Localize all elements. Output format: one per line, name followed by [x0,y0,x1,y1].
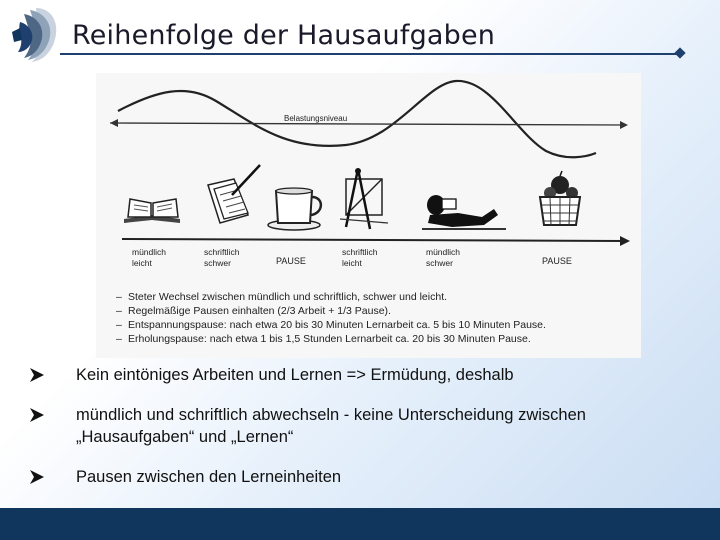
bullet-item [28,466,688,488]
bullet-item [28,404,688,448]
arrowhead-bullet-icon [28,466,46,488]
timeline-label-5-line1: mündlich [426,247,461,257]
footer-bar [0,508,720,540]
timeline-label-2-line1: schriftlich [204,247,240,257]
title-diamond-icon [674,47,685,58]
note-4: Erholungspause: nach etwa 1 bis 1,5 Stunden Lernarbeit ca. 20 bis 30 Minuten Pause. [128,333,531,345]
bullet-text: Pausen zwischen den Lerneinheiten [76,468,342,486]
note-3: Entspannungspause: nach etwa 20 bis 30 Minuten Lernarbeit ca. 5 bis 10 Minuten Pause. [128,319,546,331]
coffee-cup-icon [268,188,321,230]
note-dash: – [116,291,122,303]
note-1: Steter Wechsel zwischen mündlich und schriftlich, schwer und leicht. [128,291,448,303]
homework-sequence-figure [96,73,641,358]
note-2: Regelmäßige Pausen einhalten (2/3 Arbeit + 1/3 Pause). [128,305,391,317]
timeline-label-1-line2: leicht [132,258,152,268]
timeline-label-4-line2: leicht [342,258,362,268]
timeline-label-4-line1: schriftlich [342,247,378,257]
arrowhead-bullet-icon [28,404,46,426]
writing-papers-icon [208,165,260,223]
timeline-label-2-line2: schwer [204,258,231,268]
curve-label: Belastungsniveau [284,114,348,123]
slide-title: Reihenfolge der Hausaufgaben [72,20,496,51]
timeline-label-1-line1: mündlich [132,247,167,257]
open-book-icon [124,199,180,223]
arrowhead-bullet-icon [28,364,46,386]
title-underline [60,53,680,55]
geometry-tools-icon [340,168,388,229]
load-curve [118,81,596,157]
bullet-text: Kein eintöniges Arbeiten und Lernen => Ermüdung, deshalb [76,366,514,384]
fruit-basket-icon [540,171,580,225]
timeline-axis [122,239,624,241]
load-level-line [110,123,626,125]
note-dash: – [116,319,122,331]
timeline-label-5-line2: schwer [426,258,453,268]
bullet-item [28,364,688,386]
bullet-text-line2: „Hausaufgaben“ und „Lernen“ [76,428,294,446]
bullet-text: mündlich und schriftlich abwechseln - keine Unterscheidung zwischen [76,406,586,424]
load-level-right-arrow-icon [620,121,628,129]
timeline-labels [132,247,572,268]
figure-notes [116,291,546,345]
load-level-left-arrow-icon [110,119,118,127]
note-dash: – [116,305,122,317]
timeline-label-6: PAUSE [542,256,572,266]
profile-heads-logo-icon [6,4,62,66]
timeline-label-3: PAUSE [276,256,306,266]
reading-person-icon [422,195,506,229]
figure-drawing [96,73,641,358]
bullet-list [28,364,688,506]
note-dash: – [116,333,122,345]
timeline-arrowhead-icon [620,236,630,246]
